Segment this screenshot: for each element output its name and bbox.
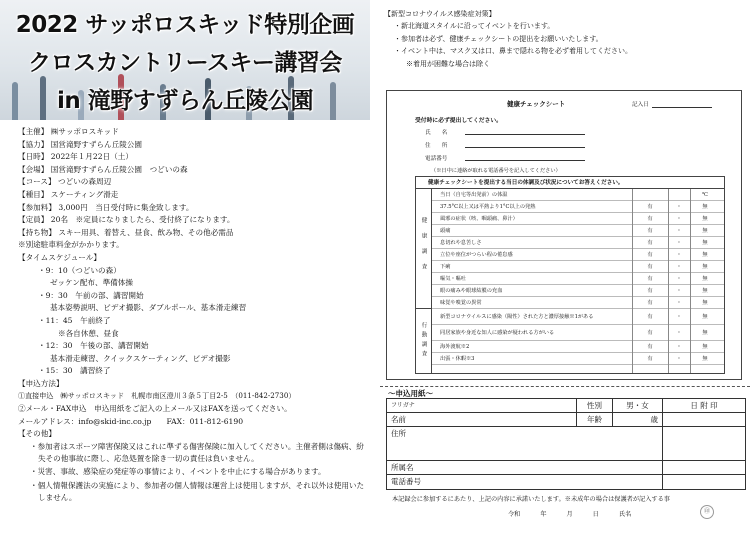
health-date-label: 記入日 <box>632 102 649 108</box>
separator: ・ <box>676 252 682 258</box>
health-check-row <box>432 297 724 309</box>
apply-method-direct: ①直接申込 ㈱サッポロスキッド 札幌市南区澄川３条５丁目2-5 （011-842-2730） <box>18 391 296 401</box>
apply-contact: メールアドレス：info@skid-inc.co.jp FAX：011-812-6190 <box>18 416 244 426</box>
no-option[interactable]: 無 <box>702 314 708 320</box>
covid-sub-note: ※着用が困難な場合は除く <box>406 59 490 68</box>
health-check-item: 同居家族や身近な知人に感染が疑われる方がいる <box>440 330 555 336</box>
covid-header: 【新型コロナウイルス感染症対策】 <box>384 10 496 18</box>
no-option[interactable]: 無 <box>702 344 708 350</box>
separator: ・ <box>676 300 682 306</box>
schedule-time: ・12：30 午後の部、講習開始 <box>38 341 149 351</box>
detail-cooperation: 【協力】 国営滝野すずらん丘陵公園 <box>18 139 142 149</box>
separator: ・ <box>676 216 682 222</box>
notes-header: 【その他】 <box>18 429 56 439</box>
apply-method-mail: ②メール・FAX申込 申込用紙をご記入の上メール又はFAXを送ってください。 <box>18 404 292 414</box>
health-check-item: 風邪の症状（咳、咽頭痛、鼻汁） <box>440 216 518 222</box>
separator: ・ <box>676 204 682 210</box>
separator: ・ <box>676 330 682 336</box>
yes-option[interactable]: 有 <box>647 228 653 234</box>
yes-option[interactable]: 有 <box>647 314 653 320</box>
no-option[interactable]: 無 <box>702 330 708 336</box>
no-option[interactable]: 無 <box>702 216 708 222</box>
health-check-row <box>432 225 724 237</box>
gender-label: 性別 <box>577 399 613 412</box>
health-phone-note: （※日中に連絡が取れる電話番号を記入してください） <box>431 168 561 174</box>
note-item: ・災害、事故、感染症の発症等の事情により、イベントを中止にする場合があります。 <box>30 467 326 477</box>
health-check-item: 出張・休暇※3 <box>440 356 475 362</box>
note-item: ・参加者はスポーツ障害保険又はこれに準ずる傷害保険に加入してください。主催者側は傷病、紛失その他事故に際し、応急処置を除き一切の責任は負いません。 <box>30 441 364 463</box>
note-item: ・個人情報保護法の実施により、参加者の個人情報は運営上は使用しますが、それ以外は使用いたしません。 <box>30 481 365 503</box>
detail-fee: 【参加料】 3,000円 当日受付時に集金致します。 <box>18 202 194 212</box>
separator: ・ <box>676 240 682 246</box>
health-name-field[interactable] <box>425 128 447 136</box>
detail-date: 【日時】 2022年１月22日（土） <box>18 152 133 162</box>
detail-venue: 【会場】 国営滝野すずらん丘陵公園 つどいの森 <box>18 164 188 174</box>
notes-list <box>18 441 366 504</box>
no-option[interactable]: 無 <box>702 276 708 282</box>
event-flyer-right <box>378 0 750 536</box>
no-option[interactable]: 無 <box>702 252 708 258</box>
health-check-item: 味覚や嗅覚の異常 <box>440 300 482 306</box>
era-label: 令和 <box>508 511 521 518</box>
health-check-row <box>432 261 724 273</box>
furigana-field[interactable]: フリガナ <box>387 399 577 412</box>
yes-option[interactable]: 有 <box>647 330 653 336</box>
apply-header: 【申込方法】 <box>18 378 64 388</box>
separator: ・ <box>676 344 682 350</box>
health-check-row <box>432 273 724 285</box>
yes-option[interactable]: 有 <box>647 356 653 362</box>
phone-field[interactable]: 電話番号 <box>387 475 663 489</box>
yes-option[interactable]: 有 <box>647 204 653 210</box>
yes-option[interactable]: 有 <box>647 252 653 258</box>
schedule-detail: ゼッケン配布、準備体操 <box>50 278 133 288</box>
separator: ・ <box>676 264 682 270</box>
hero-banner <box>0 0 370 120</box>
age-field[interactable]: 歳 <box>613 413 663 426</box>
section-behavior-survey: 行動調査 <box>416 309 432 374</box>
date-stamp-box <box>663 413 745 426</box>
no-option[interactable]: 無 <box>702 204 708 210</box>
seal-mark: ㊞ <box>700 505 714 519</box>
day-label: 日 <box>592 511 599 518</box>
health-date-field[interactable] <box>652 107 712 108</box>
no-option[interactable]: 無 <box>702 228 708 234</box>
schedule-detail: 基本姿勢説明、ビデオ撮影、ダブルポール、基本滑走練習 <box>50 303 247 313</box>
health-check-row <box>432 309 724 325</box>
health-check-item: 新型コロナウイルスに感染（陽性）された方と濃厚接触※1がある <box>440 314 594 320</box>
yes-option[interactable]: 有 <box>647 288 653 294</box>
yes-option[interactable]: 有 <box>647 216 653 222</box>
schedule-detail: 基本滑走練習、クイックスケーティング、ビデオ撮影 <box>50 353 231 363</box>
gender-select[interactable]: 男・女 <box>613 399 663 412</box>
section-health-survey: 健康調査 <box>416 189 432 309</box>
health-phone-field[interactable] <box>425 154 447 162</box>
temperature-unit[interactable]: ℃ <box>702 192 708 198</box>
separator: ・ <box>676 356 682 362</box>
health-check-row <box>432 237 724 249</box>
schedule-time: ・9：30 午前の部、講習開始 <box>38 290 144 300</box>
health-check-row <box>432 353 724 365</box>
health-check-item: 海外渡航※2 <box>440 344 470 350</box>
health-sheet-title: 健康チェックシート <box>507 100 566 108</box>
covid-measures <box>384 8 744 70</box>
health-check-item: 嘔気・嘔吐 <box>440 276 466 282</box>
health-check-item: 当日（自宅等出発前）の体温 <box>440 192 508 198</box>
health-check-row <box>432 285 724 297</box>
schedule-time: ・9：10（つどいの森） <box>38 265 121 275</box>
health-phone-label: 電話番号 <box>425 156 448 162</box>
no-option[interactable]: 無 <box>702 240 708 246</box>
yes-option[interactable]: 有 <box>647 300 653 306</box>
month-label: 月 <box>566 511 573 518</box>
schedule-time: ・15：30 講習終了 <box>38 366 111 376</box>
separator: ・ <box>676 314 682 320</box>
health-table-header: 健康チェックシートを提出する当日の体調及び状況についてお答えください。 <box>416 177 724 189</box>
health-check-item: 37.5°C以上又は平熱より1°C以上の発熱 <box>440 204 536 210</box>
health-check-row <box>432 201 724 213</box>
hero-title-line3: in 滝野すずらん丘陵公園 <box>57 88 313 114</box>
yes-option[interactable]: 有 <box>647 240 653 246</box>
health-check-row <box>432 189 724 201</box>
health-name-label: 氏 名 <box>425 130 448 136</box>
health-address-label: 住 所 <box>425 143 448 149</box>
covid-item: ・新北海道スタイルに沿ってイベントを行います。 <box>394 22 555 31</box>
application-form <box>386 398 746 490</box>
age-label: 年齢 <box>577 413 613 426</box>
health-check-item: 頭痛 <box>440 228 451 234</box>
covid-item: ・イベント中は、マスク又は口、鼻まで隠れる物を必ず着用してください。 <box>394 47 632 56</box>
health-check-sheet <box>386 90 742 380</box>
yes-option[interactable]: 有 <box>647 276 653 282</box>
no-option[interactable]: 無 <box>702 356 708 362</box>
health-check-item: 立位や座位がつらい程の倦怠感 <box>440 252 513 258</box>
detail-course: 【コース】 つどいの森周辺 <box>18 177 112 187</box>
hero-title-line1: 2022 サッポロスキッド特別企画 <box>15 12 355 38</box>
year-label: 年 <box>540 511 547 518</box>
health-check-table <box>415 176 725 374</box>
separator: ・ <box>676 288 682 294</box>
schedule-header: 【タイムスケジュール】 <box>18 252 101 262</box>
detail-organizer: 【主催】 ㈱サッポロスキッド <box>18 127 119 136</box>
date-stamp-box <box>663 427 745 460</box>
health-check-item: 息切れや息苦しさ <box>440 240 482 246</box>
health-check-item: 下痢 <box>440 264 451 270</box>
signature-name-label: 氏名 <box>618 511 632 518</box>
event-details <box>18 126 366 506</box>
application-form-title: ～申込用紙～ <box>388 389 433 398</box>
detail-capacity: 【定員】 20名 ※定員になりましたら、受付終了になります。 <box>18 215 235 225</box>
no-option[interactable]: 無 <box>702 300 708 306</box>
health-check-row <box>432 341 724 353</box>
address-field[interactable]: 住所 <box>387 427 663 460</box>
covid-item: ・参加者は必ず、健康チェックシートの提出をお願いいたします。 <box>394 34 603 43</box>
hero-title-line2: クロスカントリースキー講習会 <box>28 50 342 76</box>
cut-line <box>380 386 750 387</box>
schedule-detail: ※各自休憩、昼食 <box>58 328 119 338</box>
separator: ・ <box>676 228 682 234</box>
health-address-field[interactable] <box>425 141 447 149</box>
health-sheet-instruction: 受付時に必ず提出してください。 <box>415 118 502 124</box>
yes-option[interactable]: 有 <box>647 264 653 270</box>
name-field[interactable]: 名前 <box>387 413 577 426</box>
schedule-time: ・11：45 午前終了 <box>38 315 111 325</box>
no-option[interactable]: 無 <box>702 264 708 270</box>
health-check-row <box>432 325 724 341</box>
consent-text: 本記録会に参加するにあたり、上記の内容に承諾いたします。※未成年の場合は保護者が記入する事 <box>392 496 670 503</box>
date-stamp-label: 日 附 印 <box>690 401 718 410</box>
detail-parking-note: ※別途駐車料金がかかります。 <box>18 240 124 250</box>
separator: ・ <box>676 276 682 282</box>
health-check-item: 眼の痛みや眼球結膜の充血 <box>440 288 503 294</box>
event-flyer-left <box>0 0 370 536</box>
affiliation-field[interactable]: 所属名 <box>387 461 663 474</box>
no-option[interactable]: 無 <box>702 288 708 294</box>
detail-event-type: 【種目】 スケーティング滑走 <box>18 189 119 199</box>
health-check-row <box>432 249 724 261</box>
yes-option[interactable]: 有 <box>647 344 653 350</box>
detail-belongings: 【持ち物】 スキー用具、着替え、昼食、飲み物、その他必需品 <box>18 227 234 237</box>
health-check-row <box>432 213 724 225</box>
